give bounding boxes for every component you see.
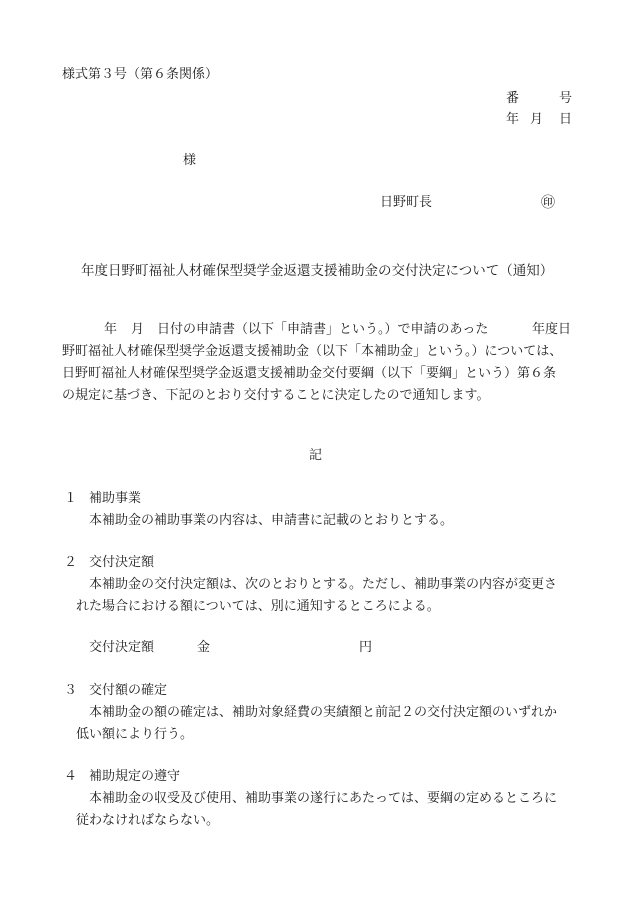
- sender-name: 日野町長: [380, 195, 433, 210]
- item-text: 従わなければならない。: [76, 813, 220, 828]
- seal-mark: ㊞: [541, 195, 555, 211]
- item-number: ３: [64, 683, 78, 698]
- addressee-honorific: 様: [183, 153, 197, 168]
- item-heading: 補助規定の遵守: [89, 769, 181, 784]
- item-text: 本補助金の補助事業の内容は、申請書に記載のとおりとする。: [89, 513, 454, 528]
- item-number: ２: [64, 555, 78, 570]
- form-number: 様式第３号（第６条関係）: [62, 67, 219, 82]
- item-text: 本補助金の収受及び使用、補助事業の遂行にあたっては、要綱の定めるところに: [89, 791, 558, 806]
- body-line2: 野町福祉人材確保型奨学金返還支援補助金（以下「本補助金」という。）については、: [62, 344, 563, 359]
- date-year: 年: [506, 112, 520, 127]
- amount-prefix: 金: [197, 640, 211, 655]
- item-number: １: [64, 491, 78, 506]
- item-text: 本補助金の額の確定は、補助対象経費の実績額と前記２の交付決定額のいずれか: [89, 705, 558, 720]
- body-year: 年: [104, 322, 118, 337]
- amount-label: 交付決定額: [89, 640, 155, 655]
- number-label: 番: [506, 91, 520, 106]
- body-line1-end: 年度日: [532, 322, 572, 337]
- item-text: 本補助金の交付決定額は、次のとおりとする。ただし、補助事業の内容が変更さ: [89, 577, 558, 592]
- item-text: 低い額により行う。: [76, 727, 194, 742]
- body-line1-mid: 日付の申請書（以下「申請書」という。）で申請のあった: [157, 322, 489, 337]
- item-heading: 交付決定額: [89, 555, 155, 570]
- body-month: 月: [131, 322, 145, 337]
- number-suffix: 号: [559, 91, 573, 106]
- date-day: 日: [559, 112, 573, 127]
- body-line4: の規定に基づき、下記のとおり交付することに決定したので通知します。: [62, 388, 490, 403]
- date-month: 月: [530, 112, 544, 127]
- item-heading: 交付額の確定: [89, 683, 168, 698]
- item-number: ４: [64, 769, 78, 784]
- item-heading: 補助事業: [89, 491, 142, 506]
- amount-suffix: 円: [359, 640, 373, 655]
- document-title: 年度日野町福祉人材確保型奨学金返還支援補助金の交付決定について（通知）: [81, 263, 554, 279]
- ki-heading: 記: [309, 448, 323, 463]
- item-text: れた場合における額については、別に通知するところによる。: [76, 599, 440, 614]
- body-line3: 日野町福祉人材確保型奨学金返還支援補助金交付要綱（以下「要綱」という）第６条: [62, 366, 557, 381]
